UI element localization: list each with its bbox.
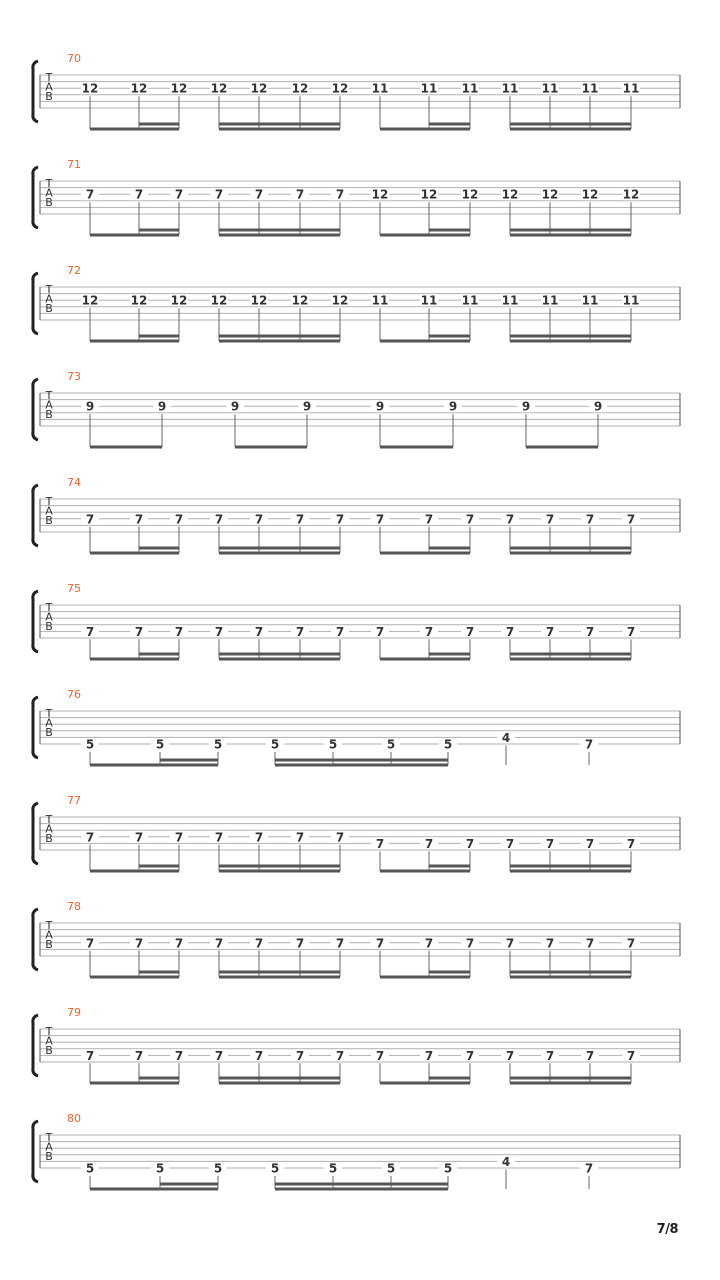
- fret-number: 7: [626, 512, 636, 527]
- fret-number: 7: [254, 512, 264, 527]
- tab-clef-letter: A: [45, 80, 53, 94]
- fret-number: 7: [585, 836, 595, 851]
- measure-number: 70: [67, 52, 81, 65]
- fret-number: 12: [210, 293, 228, 308]
- fret-number: 9: [593, 399, 603, 414]
- fret-number: 7: [254, 187, 264, 202]
- fret-number: 11: [581, 81, 599, 96]
- tab-clef-letter: A: [45, 292, 53, 306]
- fret-number: 7: [375, 836, 385, 851]
- fret-number: 7: [174, 830, 184, 845]
- fret-number: 7: [626, 1048, 636, 1063]
- fret-number: 11: [541, 81, 559, 96]
- fret-number: 7: [505, 624, 515, 639]
- fret-number: 5: [270, 737, 280, 752]
- fret-number: 7: [375, 624, 385, 639]
- fret-number: 7: [214, 624, 224, 639]
- fret-number: 5: [85, 1161, 95, 1176]
- tab-clef-letter: T: [45, 283, 53, 296]
- fret-number: 5: [386, 737, 396, 752]
- fret-number: 12: [501, 187, 519, 202]
- fret-number: 7: [174, 187, 184, 202]
- fret-number: 7: [424, 1048, 434, 1063]
- fret-number: 7: [584, 737, 594, 752]
- fret-number: 7: [465, 836, 475, 851]
- fret-number: 12: [331, 293, 349, 308]
- fret-number: 5: [155, 737, 165, 752]
- fret-number: 11: [622, 293, 640, 308]
- tab-clef-letter: T: [45, 389, 53, 402]
- fret-number: 7: [254, 830, 264, 845]
- fret-number: 7: [626, 624, 636, 639]
- fret-number: 9: [448, 399, 458, 414]
- fret-number: 7: [505, 936, 515, 951]
- tab-clef-letter: A: [45, 716, 53, 730]
- fret-number: 5: [270, 1161, 280, 1176]
- fret-number: 11: [501, 81, 519, 96]
- fret-number: 9: [375, 399, 385, 414]
- tab-clef-letter: B: [45, 196, 53, 209]
- fret-number: 7: [505, 1048, 515, 1063]
- tab-clef-letter: T: [45, 1025, 53, 1038]
- fret-number: 7: [375, 512, 385, 527]
- fret-number: 7: [465, 624, 475, 639]
- fret-number: 7: [424, 936, 434, 951]
- tab-clef-letter: B: [45, 620, 53, 633]
- fret-number: 7: [134, 187, 144, 202]
- fret-number: 12: [371, 187, 389, 202]
- fret-number: 11: [622, 81, 640, 96]
- fret-number: 7: [85, 512, 95, 527]
- fret-number: 4: [501, 730, 511, 745]
- measure-number: 79: [67, 1006, 81, 1019]
- fret-number: 5: [328, 737, 338, 752]
- tab-clef-letter: B: [45, 302, 53, 315]
- fret-number: 11: [371, 293, 389, 308]
- fret-number: 7: [134, 1048, 144, 1063]
- fret-number: 7: [295, 624, 305, 639]
- system-bracket: [33, 485, 38, 546]
- fret-number: 7: [545, 1048, 555, 1063]
- tab-clef-letter: A: [45, 928, 53, 942]
- fret-number: 7: [335, 830, 345, 845]
- fret-number: 7: [424, 512, 434, 527]
- measure-number: 74: [67, 476, 81, 489]
- fret-number: 7: [295, 1048, 305, 1063]
- fret-number: 12: [541, 187, 559, 202]
- fret-number: 7: [174, 624, 184, 639]
- system-bracket: [33, 273, 38, 334]
- fret-number: 11: [501, 293, 519, 308]
- tab-clef-letter: T: [45, 1131, 53, 1144]
- fret-number: 12: [291, 293, 309, 308]
- fret-number: 7: [174, 1048, 184, 1063]
- tab-clef-letter: A: [45, 1140, 53, 1154]
- fret-number: 4: [501, 1154, 511, 1169]
- fret-number: 12: [622, 187, 640, 202]
- fret-number: 5: [213, 737, 223, 752]
- tab-clef-letter: B: [45, 938, 53, 951]
- system-bracket: [33, 1015, 38, 1076]
- fret-number: 9: [521, 399, 531, 414]
- system-bracket: [33, 697, 38, 758]
- fret-number: 9: [230, 399, 240, 414]
- fret-number: 7: [134, 512, 144, 527]
- fret-number: 7: [335, 187, 345, 202]
- system-bracket: [33, 379, 38, 440]
- fret-number: 5: [213, 1161, 223, 1176]
- system-bracket: [33, 909, 38, 970]
- tab-clef-letter: T: [45, 495, 53, 508]
- fret-number: 11: [581, 293, 599, 308]
- fret-number: 12: [170, 293, 188, 308]
- measure-number: 71: [67, 158, 81, 171]
- fret-number: 5: [386, 1161, 396, 1176]
- fret-number: 7: [335, 512, 345, 527]
- fret-number: 12: [81, 81, 99, 96]
- fret-number: 7: [585, 624, 595, 639]
- fret-number: 5: [443, 1161, 453, 1176]
- fret-number: 7: [174, 936, 184, 951]
- fret-number: 7: [214, 936, 224, 951]
- tab-clef-letter: B: [45, 514, 53, 527]
- fret-number: 7: [505, 512, 515, 527]
- fret-number: 12: [420, 187, 438, 202]
- tab-clef-letter: A: [45, 822, 53, 836]
- tab-clef-letter: T: [45, 919, 53, 932]
- fret-number: 7: [375, 1048, 385, 1063]
- tab-clef-letter: B: [45, 90, 53, 103]
- fret-number: 12: [81, 293, 99, 308]
- fret-number: 7: [295, 512, 305, 527]
- fret-number: 9: [157, 399, 167, 414]
- fret-number: 12: [291, 81, 309, 96]
- measure-number: 73: [67, 370, 81, 383]
- measure-number: 75: [67, 582, 81, 595]
- fret-number: 7: [214, 512, 224, 527]
- fret-number: 7: [585, 512, 595, 527]
- fret-number: 12: [461, 187, 479, 202]
- system-bracket: [33, 803, 38, 864]
- fret-number: 7: [584, 1161, 594, 1176]
- system-bracket: [33, 167, 38, 228]
- fret-number: 7: [424, 624, 434, 639]
- fret-number: 7: [626, 936, 636, 951]
- measure-number: 77: [67, 794, 81, 807]
- fret-number: 7: [545, 936, 555, 951]
- fret-number: 7: [465, 512, 475, 527]
- system-bracket: [33, 1121, 38, 1182]
- tab-clef-letter: B: [45, 832, 53, 845]
- tab-clef-letter: B: [45, 726, 53, 739]
- fret-number: 12: [210, 81, 228, 96]
- fret-number: 7: [214, 1048, 224, 1063]
- tab-clef-letter: T: [45, 813, 53, 826]
- fret-number: 11: [461, 293, 479, 308]
- fret-number: 11: [371, 81, 389, 96]
- tab-clef-letter: B: [45, 1150, 53, 1163]
- tab-clef-letter: T: [45, 177, 53, 190]
- fret-number: 12: [250, 293, 268, 308]
- fret-number: 7: [585, 1048, 595, 1063]
- fret-number: 7: [134, 830, 144, 845]
- fret-number: 7: [134, 936, 144, 951]
- fret-number: 12: [130, 81, 148, 96]
- fret-number: 7: [545, 624, 555, 639]
- tab-clef-letter: A: [45, 610, 53, 624]
- fret-number: 5: [155, 1161, 165, 1176]
- tab-clef-letter: B: [45, 408, 53, 421]
- tab-clef-letter: A: [45, 398, 53, 412]
- tab-clef-letter: A: [45, 504, 53, 518]
- fret-number: 12: [331, 81, 349, 96]
- measure-number: 76: [67, 688, 81, 701]
- fret-number: 11: [420, 81, 438, 96]
- tab-clef-letter: T: [45, 707, 53, 720]
- fret-number: 7: [465, 936, 475, 951]
- fret-number: 7: [375, 936, 385, 951]
- tab-clef-letter: B: [45, 1044, 53, 1057]
- fret-number: 7: [335, 1048, 345, 1063]
- fret-number: 5: [85, 737, 95, 752]
- fret-number: 7: [465, 1048, 475, 1063]
- fret-number: 7: [254, 624, 264, 639]
- fret-number: 7: [214, 187, 224, 202]
- fret-number: 11: [541, 293, 559, 308]
- tab-clef-letter: A: [45, 1034, 53, 1048]
- fret-number: 7: [85, 187, 95, 202]
- tab-clef-letter: A: [45, 186, 53, 200]
- fret-number: 12: [170, 81, 188, 96]
- fret-number: 7: [545, 512, 555, 527]
- fret-number: 7: [335, 624, 345, 639]
- fret-number: 7: [585, 936, 595, 951]
- fret-number: 7: [254, 1048, 264, 1063]
- fret-number: 9: [85, 399, 95, 414]
- measure-number: 80: [67, 1112, 81, 1125]
- fret-number: 12: [250, 81, 268, 96]
- fret-number: 7: [254, 936, 264, 951]
- fret-number: 7: [85, 1048, 95, 1063]
- fret-number: 7: [545, 836, 555, 851]
- tab-clef-letter: T: [45, 601, 53, 614]
- fret-number: 7: [85, 830, 95, 845]
- fret-number: 12: [130, 293, 148, 308]
- fret-number: 9: [302, 399, 312, 414]
- fret-number: 7: [214, 830, 224, 845]
- fret-number: 7: [85, 936, 95, 951]
- fret-number: 7: [626, 836, 636, 851]
- fret-number: 11: [461, 81, 479, 96]
- fret-number: 7: [424, 836, 434, 851]
- fret-number: 7: [295, 936, 305, 951]
- system-bracket: [33, 591, 38, 652]
- measure-number: 72: [67, 264, 81, 277]
- fret-number: 7: [295, 830, 305, 845]
- fret-number: 7: [174, 512, 184, 527]
- fret-number: 7: [134, 624, 144, 639]
- tab-clef-letter: T: [45, 71, 53, 84]
- fret-number: 7: [335, 936, 345, 951]
- fret-number: 7: [295, 187, 305, 202]
- fret-number: 12: [581, 187, 599, 202]
- measure-number: 78: [67, 900, 81, 913]
- fret-number: 5: [328, 1161, 338, 1176]
- fret-number: 7: [505, 836, 515, 851]
- fret-number: 7: [85, 624, 95, 639]
- fret-number: 11: [420, 293, 438, 308]
- system-bracket: [33, 61, 38, 122]
- fret-number: 5: [443, 737, 453, 752]
- page-number: 7/8: [656, 1222, 678, 1237]
